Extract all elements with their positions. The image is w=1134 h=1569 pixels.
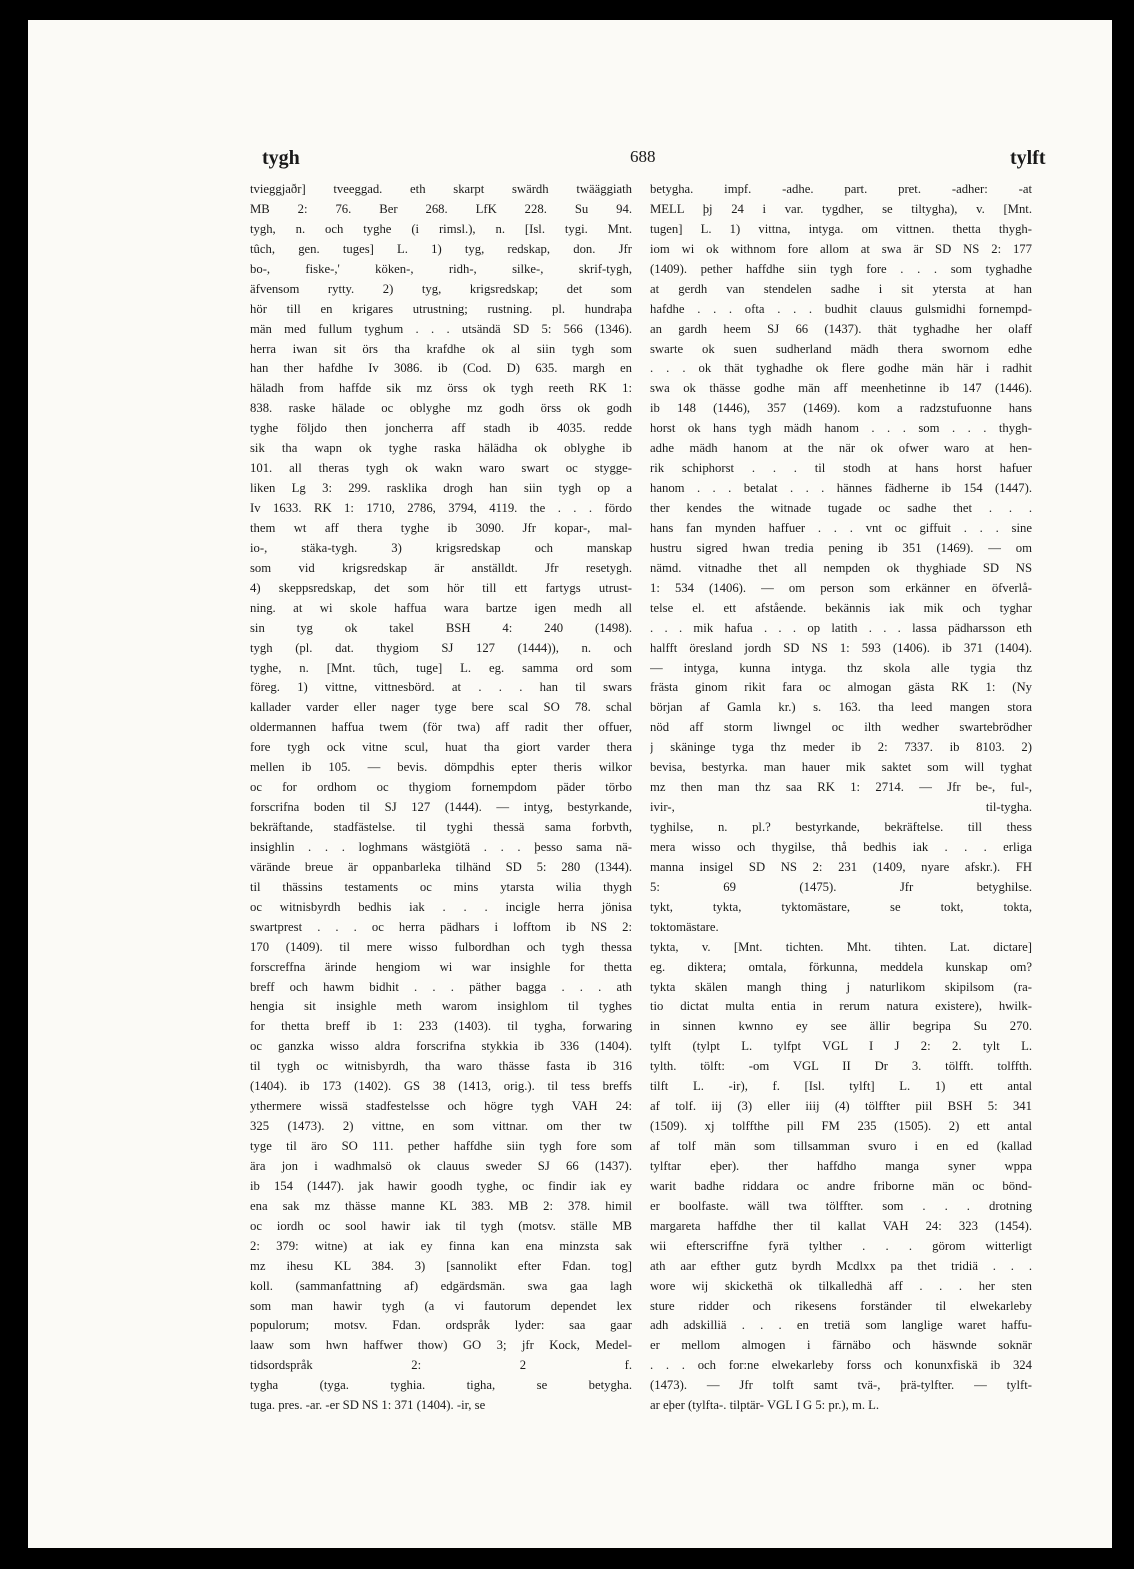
text-line: ära jon i wadhmalsö ok clauus sweder SJ 66 (1437). xyxy=(250,1158,632,1173)
text-line: tyghe, n. [Mnt. tûch, tuge] L. eg. samma ord som xyxy=(250,660,632,675)
text-line: populorum; motsv. Fdan. ordspråk lyder: saa gaar xyxy=(250,1318,632,1333)
text-line: mera wisso och thygilse, thå bedhis iak . . . erliga xyxy=(650,839,1032,854)
text-line: herra iwan sit örs tha krafdhe ok al siin tygh som xyxy=(250,341,632,356)
text-line: swartprest . . . oc herra pädhars i lofftom ib NS 2: xyxy=(250,919,632,934)
text-line: hans fan mynden haffuer . . . vnt oc giffuit . . . sine xyxy=(650,520,1032,535)
text-line: . . . mik hafua . . . op latith . . . lassa pädharsson eth xyxy=(650,620,1032,635)
text-line: sin tyg ok takel BSH 4: 240 (1498). xyxy=(250,620,632,635)
text-line: oldermannen haffua twem (för twa) aff radit ther offuer, xyxy=(250,720,632,735)
text-line: af tolf män som tillsamman svuro i en ed (kallad xyxy=(650,1139,1032,1153)
text-line: bekräftande, stadfästelse. til tyghi thessä sama forbvth, xyxy=(250,820,632,834)
text-line: män med fullum tyghum . . . utsändä SD 5: 566 (1346). xyxy=(250,321,632,336)
text-line: tugen] L. 1) vittna, intyga. om vittnen. thetta thygh- xyxy=(650,221,1032,236)
text-line: er boolfaste. wäll twa tölffter. som . . . drotning xyxy=(650,1198,1032,1213)
text-line: bo-, fiske-,' köken-, ridh-, silke-, skrif-tygh, xyxy=(250,261,632,276)
text-line: bevisa, bestyrka. man hauer mik saktet som will tyghat xyxy=(650,760,1032,775)
dictionary-page xyxy=(28,20,1112,1548)
text-line: manna insigel SD NS 2: 231 (1409, nyare afskr.). FH xyxy=(650,859,1032,874)
text-line: hengia sit insighle meth warom insighlom til tyghes xyxy=(250,999,632,1014)
text-line: hafdhe . . . ofta . . . budhit clauus gulsmidhi fornempd- xyxy=(650,301,1032,316)
text-line: halfft öresland jordh SD NS 1: 593 (1406). ib 371 (1404). xyxy=(650,640,1032,655)
text-line: oc for ordhom oc thygiom fornempdom päder törbo xyxy=(250,780,632,795)
text-line: ythermere wissä stadfestelsse och högre tygh VAH 24: xyxy=(250,1099,632,1114)
text-line: oc iordh oc sool hawir iak til tygh (motsv. ställe MB xyxy=(250,1218,632,1233)
text-line: af tolf. iij (3) eller iiij (4) tölffter piil BSH 5: 341 xyxy=(650,1099,1032,1114)
text-line: swa ok thässe godhe män aff meenhetinne ib 147 (1446). xyxy=(650,381,1032,396)
text-line: hanom . . . betalat . . . hännes fädherne ib 154 (1447). xyxy=(650,481,1032,496)
header-right-word: tylft xyxy=(1010,147,1046,169)
text-line: adhe mädh hanom at the när ok ofwer waro at hen- xyxy=(650,441,1032,456)
text-line: tylth. tölft: -om VGL II Dr 3. tölfft. tolffth. xyxy=(650,1059,1032,1074)
text-line: MELL þj 24 i var. tygdher, se tiltygha), v. [Mnt. xyxy=(650,201,1032,216)
text-line: tygha (tyga. tyghia. tigha, se betygha. xyxy=(250,1378,632,1393)
text-line: tykt, tykta, tyktomästare, se tokt, tokta, xyxy=(650,899,1032,914)
text-line: som man hawir tygh (a vi fautorum dependet lex xyxy=(250,1298,632,1313)
text-line: mellen ib 105. — bevis. dömpdhis epter theris wilkor xyxy=(250,760,632,775)
text-line: hustru sigred hwan tredia pening ib 351 (1469). — om xyxy=(650,540,1032,555)
text-line: ar eþer (tylfta-. tilptär- VGL I G 5: pr.), m. L. xyxy=(650,1398,880,1413)
text-line: io-, stäka-tygh. 3) krigsredskap och manskap xyxy=(250,540,632,555)
text-line: oc witnisbyrdh bedhis iak . . . incigle herra jönisa xyxy=(250,899,632,914)
text-line: (1404). ib 173 (1402). GS 38 (1413, orig.). til tess breffs xyxy=(250,1079,632,1094)
text-line: tidsordspråk 2: 2 f. xyxy=(250,1358,632,1373)
text-line: laaw som hwn haffwer thow) GO 3; jfr Kock, Medel- xyxy=(250,1338,632,1353)
text-line: föreg. 1) vittne, vittnesbörd. at . . . han til swars xyxy=(250,680,632,695)
text-line: sik tha wapn ok tyghe raska hälädha ok oblyghe ib xyxy=(250,441,632,456)
text-line: 838. raske hälade oc oblyghe mz godh örss ok godh xyxy=(250,401,632,416)
text-line: ena sak mz thässe manne KL 383. MB 2: 378. himil xyxy=(250,1198,632,1213)
text-line: in sinnen kwnno ey see ällir begripa Su 270. xyxy=(650,1019,1032,1034)
text-line: . . . och for:ne elwekarleby forss och konunxfiskä ib 324 xyxy=(650,1358,1032,1373)
text-line: tylft (tylpt L. tylfpt VGL I J 2: 2. tylt L. xyxy=(650,1039,1032,1054)
text-line: j skäninge tyga thz meder ib 2: 7337. ib 8103. 2) xyxy=(650,740,1032,755)
text-line: frästa ginom rikit fara oc almogan gästa RK 1: (Ny xyxy=(650,680,1032,695)
text-line: ib 148 (1446), 357 (1469). kom a radzstufuonne hans xyxy=(650,401,1032,416)
text-line: början af Gamla kr.) s. 163. tha leed mangen stora xyxy=(650,700,1032,715)
text-line: rik schiphorst . . . til stodh at hans horst hafuer xyxy=(650,461,1032,476)
text-line: (1409). pether haffdhe siin tygh fore . . . som tyghadhe xyxy=(650,261,1032,276)
text-line: äfvensom rytty. 2) tyg, krigsredskap; det som xyxy=(250,281,632,296)
text-line: mz ihesu KL 384. 3) [sannolikt efter Fdan. tog] xyxy=(250,1258,632,1273)
text-line: forscreffna ärinde hengiom wi war insighle for thetta xyxy=(250,959,632,974)
text-line: ther kendes the witnade tugade oc sadhe thet . . . xyxy=(650,501,1032,515)
text-line: oc ganzka wisso aldra forscrifna stykkia ib 336 (1404). xyxy=(250,1039,632,1054)
text-line: MB 2: 76. Ber 268. LfK 228. Su 94. xyxy=(250,201,632,216)
text-line: warit badhe riddara oc andre friborne män oc bönd- xyxy=(650,1178,1032,1193)
text-line: . . . ok thät tyghadhe ok flere godhe män här i radhit xyxy=(650,361,1032,376)
text-line: tykta, v. [Mnt. tichten. Mht. tihten. Lat. dictare] xyxy=(650,939,1032,954)
text-line: forscrifna boden til SJ 127 (1444). — intyg, bestyrkande, xyxy=(250,800,632,815)
text-line: ib 154 (1447). jak hawir goodh tyghe, oc findir iak ey xyxy=(250,1178,632,1193)
text-line: hör till en krigares utrustning; rustning. pl. hundraþa xyxy=(250,301,632,316)
text-line: tilft L. -ir), f. [Isl. tylft] L. 1) ett antal xyxy=(650,1079,1032,1094)
text-line: for thetta breff ib 1: 233 (1403). til tygha, forwaring xyxy=(250,1019,632,1034)
text-line: — intyga, kunna intyga. thz skola alle tygia thz xyxy=(650,660,1032,675)
text-line: tykta skälen mangh thing j naturlikom skipilsom (ra- xyxy=(650,979,1032,994)
text-line: betygha. impf. -adhe. part. pret. -adher: -at xyxy=(650,182,1032,196)
text-line: (1473). — Jfr tolft samt tvä-, þrä-tylfter. — tylft- xyxy=(650,1378,1032,1393)
text-line: (1509). xj tolffthe pill FM 235 (1505). 2) ett antal xyxy=(650,1119,1032,1134)
text-line: iom wi ok withnom fore allom at swa är SD NS 2: 177 xyxy=(650,241,1032,256)
text-line: tvieggjaðr] tveeggad. eth skarpt swärdh twääggiath xyxy=(250,182,632,196)
text-line: adh adskilliä . . . en tretiä som langlige waret haffu- xyxy=(650,1318,1032,1333)
right-column xyxy=(650,180,1032,1416)
text-line: tio dictat multa entia in rerum natura existere), hwilk- xyxy=(650,999,1032,1014)
text-line: 5: 69 (1475). Jfr betyghilse. xyxy=(650,879,1032,894)
text-line: som vid krigsredskap är anställdt. Jfr resetygh. xyxy=(250,560,632,575)
text-line: värände breue är oppanbarleka tilhänd SD 5: 280 (1344). xyxy=(250,859,632,874)
text-line: liken Lg 3: 299. rasklika drogh han siin tygh op a xyxy=(250,481,632,496)
text-line: nämd. vitnadhe thet all nempden ok thyghiade SD NS xyxy=(650,560,1032,575)
header-left-word: tygh xyxy=(262,147,300,169)
text-line: ning. at wi skole haffua wara bartze igen medh all xyxy=(250,600,632,615)
text-line: toktomästare. xyxy=(650,919,719,934)
text-line: ath aar efther gutz byrdh Mcdlxx pa thet tridiä . . . xyxy=(650,1258,1032,1273)
text-line: at gerdh van stendelen sadhe i sit ytersta at han xyxy=(650,281,1032,296)
text-line: eg. diktera; omtala, förkunna, meddela kunskap om? xyxy=(650,959,1032,974)
text-line: nöd aff storm liwngel oc ilth wedher swartebrödher xyxy=(650,720,1032,735)
page-number: 688 xyxy=(630,147,656,166)
text-line: swarte ok suen sudherland mädh thera swornom edhe xyxy=(650,341,1032,356)
text-line: 170 (1409). til mere wisso fulbordhan och tygh thessa xyxy=(250,939,632,954)
text-line: horst ok hans tygh mädh hanom . . . som . . . thygh- xyxy=(650,421,1032,436)
text-line: an gardh heem SJ 66 (1437). thät tyghadhe her olaff xyxy=(650,321,1032,336)
text-line: häladh from haffde sik mz örss ok tygh reeth RK 1: xyxy=(250,381,632,396)
text-line: tyghe följdo then joncherra aff stadh ib 4035. redde xyxy=(250,421,632,436)
text-line: tygh, n. och tyghe (i rimsl.), n. [Isl. tygi. Mnt. xyxy=(250,221,632,236)
text-line: tyghilse, n. pl.? bestyrkande, bekräftelse. till thess xyxy=(650,820,1032,834)
text-line: tûch, gen. tuges] L. 1) tyg, redskap, don. Jfr xyxy=(250,241,632,256)
text-line: tuga. pres. -ar. -er SD NS 1: 371 (1404). -ir, se xyxy=(250,1398,486,1413)
text-line: 1: 534 (1406). — om person som erkänner en öfverlå- xyxy=(650,580,1032,595)
text-line: telse el. ett afstående. bekännis iak mik och tyghar xyxy=(650,600,1032,615)
text-line: margareta haffdhe ther til kallat VAH 24: 323 (1454). xyxy=(650,1218,1032,1233)
text-line: til tygh oc witnisbyrdh, tha waro thässe fasta ib 316 xyxy=(250,1059,632,1074)
text-line: breff och hawm bidhit . . . päther bagga . . . ath xyxy=(250,979,632,994)
text-line: Iv 1633. RK 1: 1710, 2786, 3794, 4119. the . . . fördo xyxy=(250,501,632,515)
text-line: fore tygh ock vitne scul, huat tha giort varder thera xyxy=(250,740,632,755)
text-line: ivir-, til-tygha. xyxy=(650,800,1032,815)
text-line: tygh (pl. dat. thygiom SJ 127 (1444)), n. och xyxy=(250,640,632,655)
text-line: sture ridder och rikesens forständer til elwekarleby xyxy=(650,1298,1032,1313)
text-line: er mellom almogen i färnäbo och häswnde soknär xyxy=(650,1338,1032,1353)
text-line: tyge til äro SO 111. pether haffdhe siin tygh fore som xyxy=(250,1139,632,1153)
text-line: tylftar eþer). ther haffdho manga syner wppa xyxy=(650,1158,1032,1173)
text-line: them wt aff thera tyghe ib 3090. Jfr kopar-, mal- xyxy=(250,520,632,535)
left-column xyxy=(250,180,632,1416)
text-line: kallader varder eller nager tyge bere scal SO 78. schal xyxy=(250,700,632,715)
text-line: wii efterscriffne fyrä tylther . . . görom witterligt xyxy=(650,1238,1032,1253)
text-line: 325 (1473). 2) vittne, en som vittnar. om ther tw xyxy=(250,1119,632,1134)
text-line: insighlin . . . loghmans wästgiötä . . . þesso sama nä- xyxy=(250,839,632,854)
text-line: til thässins testaments oc mins ytarsta wilia thygh xyxy=(250,879,632,894)
text-line: 101. all theras tygh ok wakn waro swart oc stygge- xyxy=(250,461,632,476)
text-line: 4) skeppsredskap, det som hör till ett fartygs utrust- xyxy=(250,580,632,595)
text-line: 2: 379: witne) at iak ey finna kan ena minzsta sak xyxy=(250,1238,632,1253)
text-line: wore wij skickethä ok tilkalledhä aff . . . her sten xyxy=(650,1278,1032,1293)
text-line: koll. (sammanfattning af) edgärdsmän. swa gaa lagh xyxy=(250,1278,632,1293)
text-line: han ther hafdhe Iv 3086. ib (Cod. D) 635. margh en xyxy=(250,361,632,376)
text-line: mz then man thz saa RK 1: 2714. — Jfr be-, ful-, xyxy=(650,780,1032,795)
